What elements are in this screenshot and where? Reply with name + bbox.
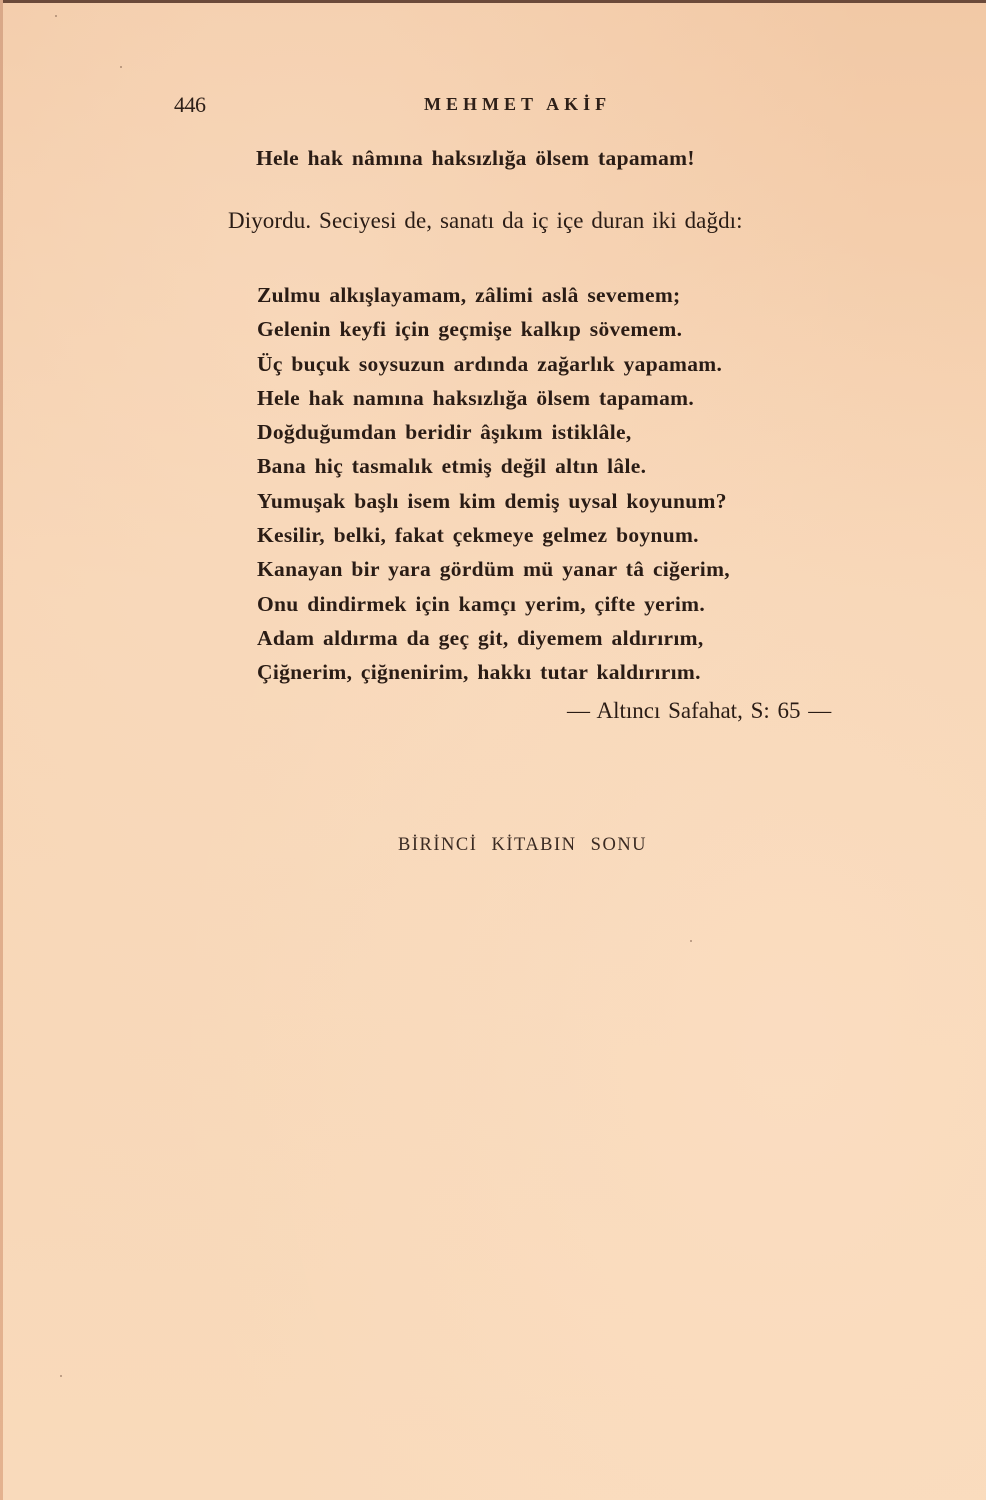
verse-line: Zulmu alkışlayamam, zâlimi aslâ sevemem; bbox=[257, 283, 681, 307]
intro-verse-line: Hele hak nâmına haksızlığa ölsem tapamam! bbox=[256, 146, 695, 170]
paper-speck bbox=[690, 940, 692, 942]
verse-line: Doğduğumdan beridir âşıkım istiklâle, bbox=[257, 420, 632, 445]
prose-line: Diyordu. Seciyesi de, sanatı da iç içe duran iki dağdı: bbox=[228, 208, 743, 233]
verse-line: Üç buçuk soysuzun ardında zağarlık yapamam. bbox=[257, 351, 723, 376]
verse-line: Çiğnerim, çiğnenirim, hakkı tutar kaldırırım. bbox=[257, 660, 701, 685]
paper-speck bbox=[60, 1375, 62, 1377]
paper-speck bbox=[55, 15, 57, 17]
verse-line: Onu dindirmek için kamçı yerim, çifte yerim. bbox=[257, 591, 706, 616]
verse-line: Hele hak namına haksızlığa ölsem tapamam. bbox=[257, 385, 695, 410]
end-of-book-note: BİRİNCİ KİTABIN SONU bbox=[398, 835, 648, 855]
verse-line: Yumuşak başlı isem kim demiş uysal koyunum? bbox=[257, 488, 727, 513]
page-binding-edge bbox=[0, 0, 3, 1500]
page-number: 446 bbox=[174, 92, 206, 117]
source-citation: — Altıncı Safahat, S: 65 — bbox=[567, 698, 832, 723]
verse-line: Kesilir, belki, fakat çekmeye gelmez boynum. bbox=[257, 523, 699, 548]
paper-speck bbox=[120, 66, 122, 68]
page-top-edge bbox=[0, 0, 986, 3]
verse-block bbox=[257, 278, 730, 690]
verse-line: Adam aldırma da geç git, diyemem aldırırım, bbox=[257, 625, 704, 650]
verse-line: Bana hiç tasmalık etmiş değil altın lâle. bbox=[257, 454, 647, 479]
verse-line: Gelenin keyfi için geçmişe kalkıp sövemem. bbox=[257, 317, 683, 342]
running-head-author: MEHMET AKİF bbox=[424, 94, 612, 114]
running-head bbox=[174, 92, 694, 122]
verse-line: Kanayan bir yara gördüm mü yanar tâ ciğerim, bbox=[257, 557, 730, 582]
